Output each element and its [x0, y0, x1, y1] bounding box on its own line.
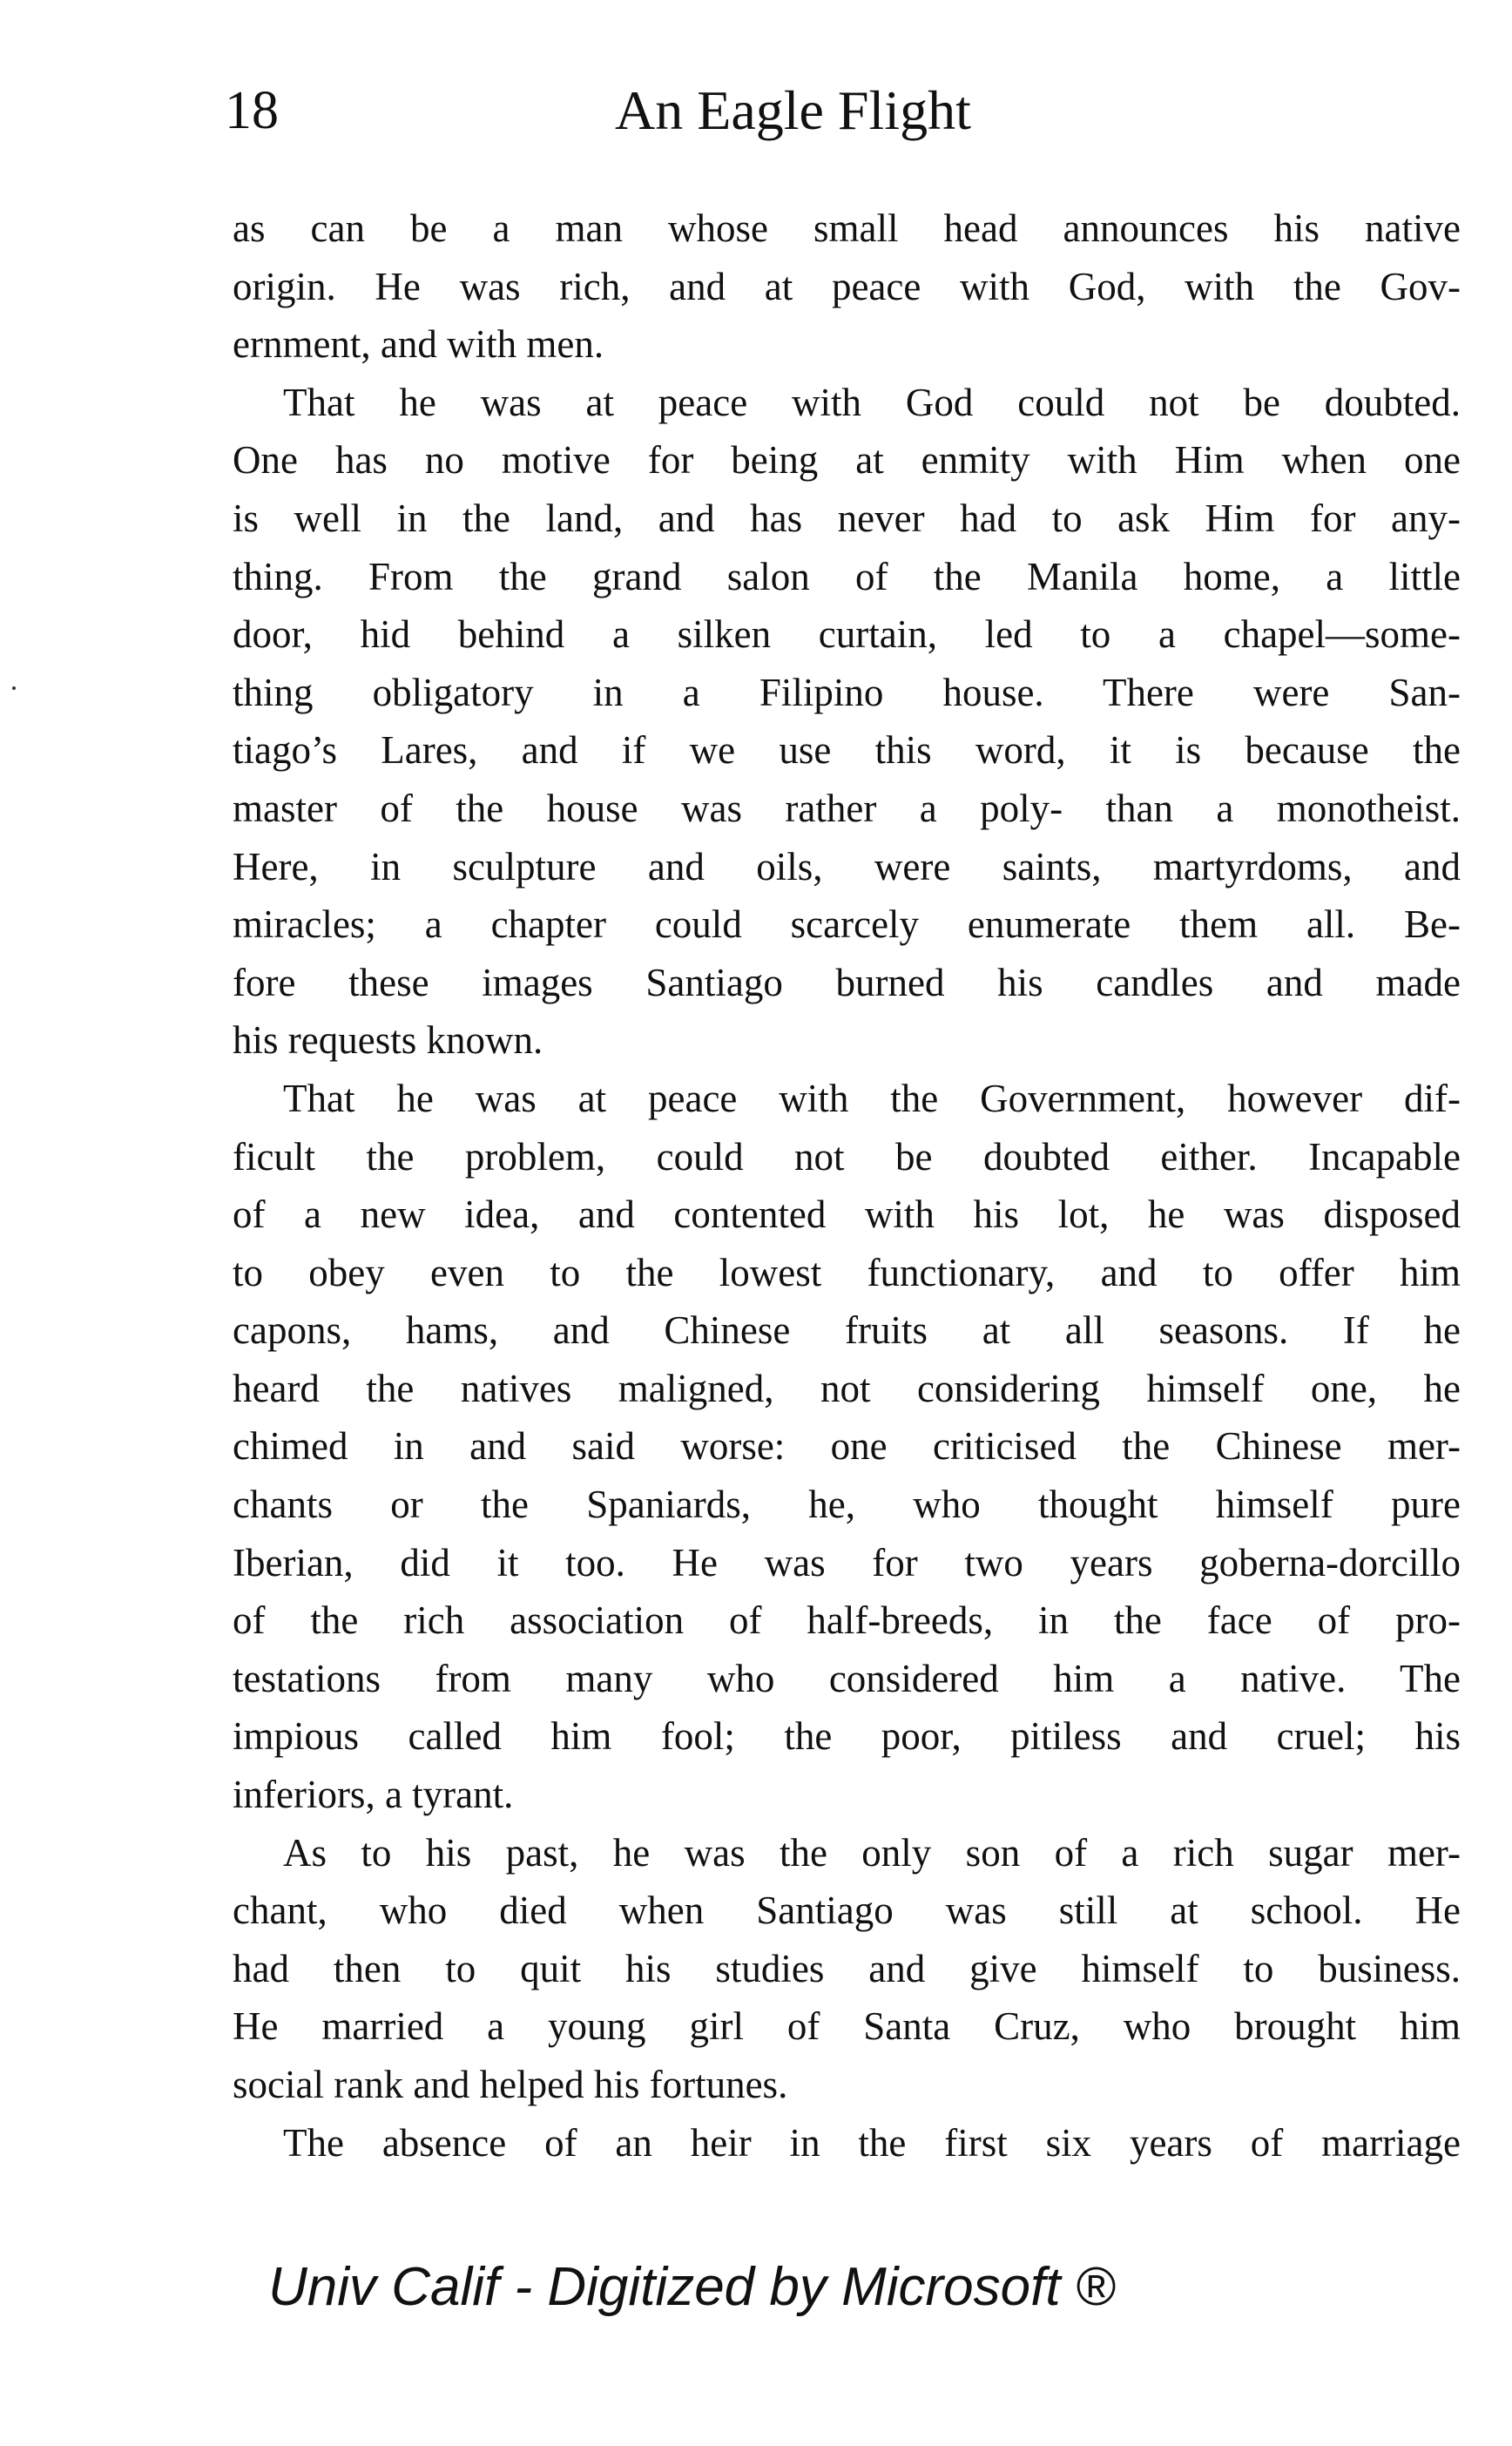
text-line: chant, who died when Santiago was still at school. He [233, 1889, 1461, 1933]
text-line: to obey even to the lowest functionary, and to offer him [233, 1250, 1461, 1294]
text-line: is well in the land, and has never had to ask Him for any- [233, 496, 1461, 540]
text-line: had then to quit his studies and give himself to business. [233, 1946, 1461, 1990]
text-line: origin. He was rich, and at peace with God, with the Gov- [233, 264, 1461, 308]
text-line: Here, in sculpture and oils, were saints, martyrdoms, and [233, 844, 1461, 889]
text-line: That he was at peace with God could not be doubted. [283, 380, 1461, 424]
stray-ink-mark [12, 686, 16, 690]
body-text [233, 199, 1461, 2172]
text-line: As to his past, he was the only son of a rich sugar mer- [283, 1830, 1461, 1875]
text-line: tiago’s Lares, and if we use this word, it is because the [233, 728, 1461, 773]
text-line: ernment, and with men. [233, 322, 604, 367]
text-line: master of the house was rather a poly- than a monotheist. [233, 786, 1461, 830]
text-line: of the rich association of half-breeds, in the face of pro- [233, 1598, 1461, 1643]
text-line: testations from many who considered him a native. The [233, 1656, 1461, 1700]
running-title: An Eagle Flight [615, 79, 971, 141]
text-line: chants or the Spaniards, he, who thought himself pure [233, 1483, 1461, 1527]
page-number: 18 [225, 81, 279, 140]
text-line: The absence of an heir in the first six years of marriage [283, 2120, 1461, 2165]
text-line: Iberian, did it too. He was for two years goberna-dorcillo [233, 1540, 1461, 1584]
text-line: social rank and helped his fortunes. [233, 2063, 788, 2106]
text-line: One has no motive for being at enmity with Him when one [233, 438, 1461, 483]
text-line: inferiors, a tyrant. [233, 1773, 514, 1817]
text-line: capons, hams, and Chinese fruits at all seasons. If he [233, 1308, 1461, 1353]
text-line: as can be a man whose small head announces his native [233, 206, 1461, 250]
text-line: fore these images Santiago burned his candles and made [233, 960, 1461, 1004]
text-line: heard the natives maligned, not considering himself one, he [233, 1366, 1461, 1410]
text-line: ficult the problem, could not be doubted either. Incapable [233, 1134, 1461, 1179]
text-line: chimed in and said worse: one criticised the Chinese mer- [233, 1424, 1461, 1469]
text-line: That he was at peace with the Government, however dif- [283, 1076, 1461, 1120]
text-line: impious called him fool; the poor, pitiless and cruel; his [233, 1714, 1461, 1759]
text-line: thing. From the grand salon of the Manila home, a little [233, 554, 1461, 598]
text-line: thing obligatory in a Filipino house. There were San- [233, 670, 1461, 714]
text-line: door, hid behind a silken curtain, led to a chapel—some- [233, 612, 1461, 657]
text-line: He married a young girl of Santa Cruz, who brought him [233, 2004, 1461, 2049]
text-line: his requests known. [233, 1018, 543, 1063]
digitization-watermark: Univ Calif - Digitized by Microsoft ® [268, 2257, 1116, 2317]
text-line: miracles; a chapter could scarcely enumerate them all. Be- [233, 902, 1461, 947]
text-line: of a new idea, and contented with his lot, he was disposed [233, 1193, 1461, 1237]
